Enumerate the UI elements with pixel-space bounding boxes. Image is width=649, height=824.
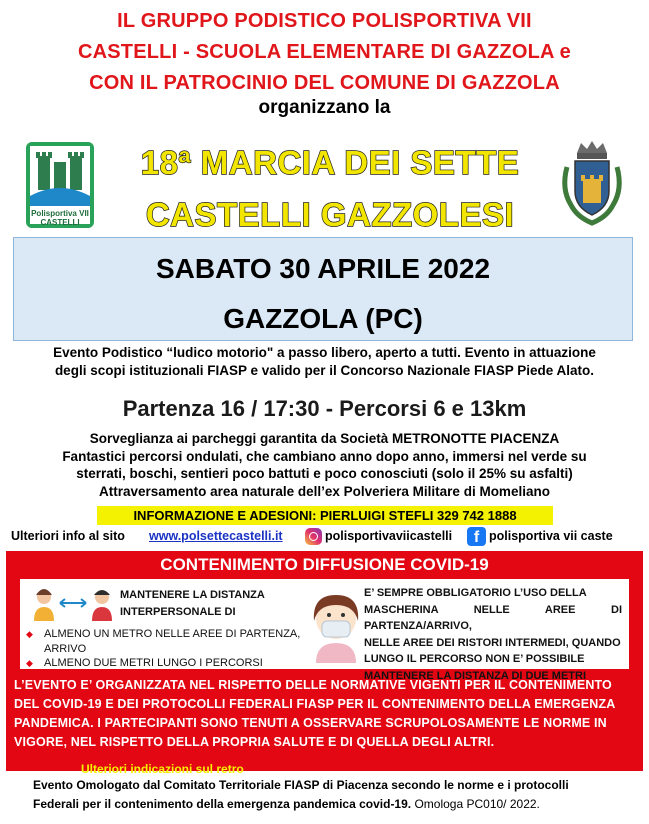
- footer-approval: [33, 776, 633, 814]
- footer-line-1: Evento Omologato dal Comitato Territoriale FIASP di Piacenza secondo le norme e i protocolli: [33, 778, 569, 792]
- details-line-4: Attraversamento area naturale dell’ex Polveriera Militare di Momeliano: [99, 483, 550, 499]
- event-details: [0, 430, 649, 500]
- distance-panel: [20, 579, 311, 669]
- footer-line-2: [33, 795, 633, 814]
- organizers-line-1: IL GRUPPO PODISTICO POLISPORTIVA VII: [117, 10, 532, 32]
- facebook-icon[interactable]: f: [467, 527, 486, 546]
- links-row: [0, 526, 649, 548]
- mask-person-icon: [308, 587, 364, 663]
- event-title-line-1: 18ª MARCIA DEI SETTE: [140, 144, 520, 181]
- covid-body-line-3: PANDEMICA. I PARTECIPANTI SONO TENUTI A OSSERVARE SCRUPOLOSAMENTE LE NORME IN: [14, 716, 607, 730]
- links-prefix: Ulteriori info al sito: [11, 529, 125, 543]
- instagram-handle[interactable]: polisportivaviicastelli: [325, 529, 453, 543]
- mask-line-1: E’ SEMPRE OBBLIGATORIO L’USO DELLA: [364, 587, 587, 599]
- mask-line-5: MANTENERE LA DISTANZA DI DUE METRI: [364, 669, 587, 682]
- footer-line-2-bold: Federali per il contenimento della emergenza pandemica covid-19.: [33, 797, 412, 811]
- mask-line-3: NELLE AREE DEI RISTORI INTERMEDI, QUANDO: [364, 636, 621, 649]
- details-line-1: Sorveglianza ai parcheggi garantita da Società METRONOTTE PIACENZA: [89, 431, 560, 446]
- organizers-header: [0, 6, 649, 99]
- event-title: [100, 137, 560, 241]
- distance-bullets: [26, 627, 300, 671]
- covid-section: [6, 551, 643, 776]
- covid-body-line-2: DEL COVID-19 E DEI PROTOCOLLI FEDERALI FIASP PER IL CONTENIMENTO DELLA EMERGENZA: [14, 697, 616, 711]
- polisportiva-logo: [24, 140, 96, 230]
- info-contact-bar: INFORMAZIONE E ADESIONI: PIERLUIGI STEFLI 329 742 1888: [97, 506, 553, 525]
- mask-line-4: LUNGO IL PERCORSO NON E’ POSSIBILE: [364, 653, 585, 665]
- footer-line-2-rest: Omologa PC010/ 2022.: [411, 797, 540, 811]
- covid-body-line-4: VIGORE, NEL RISPETTO DELLA PROPRIA SALUTE E DI QUELLA DEGLI ALTRI.: [14, 735, 495, 749]
- covid-body-line-1: L’EVENTO E’ ORGANIZZATA NEL RISPETTO DELLE NORMATIVE VIGENTI PER IL CONTENIMENTO: [14, 678, 612, 692]
- event-place: GAZZOLA (PC): [223, 303, 423, 334]
- bullet-two-meters: ◆ ALMENO DUE METRI LUNGO I PERCORSI: [26, 656, 300, 671]
- comune-crest-logo: [557, 139, 627, 229]
- start-time-routes: Partenza 16 / 17:30 - Percorsi 6 e 13km: [122, 396, 527, 421]
- website-link[interactable]: www.polsettecastelli.it: [149, 529, 283, 543]
- covid-title: CONTENIMENTO DIFFUSIONE COVID-19: [160, 555, 489, 574]
- facebook-page[interactable]: polisportiva vii caste: [489, 529, 613, 543]
- event-title-line-2: CASTELLI GAZZOLESI: [145, 196, 515, 233]
- mask-line-2: MASCHERINA NELLE AREE DI PARTENZA/ARRIVO,: [364, 603, 622, 632]
- intro-line-1: Evento Podistico “ludico motorio" a passo libero, aperto a tutti. Evento in attuazione: [53, 345, 596, 360]
- polisportiva-logo-text: Polisportiva VII CASTELLI: [31, 209, 89, 227]
- distance-line-1: MANTENERE LA DISTANZA: [120, 589, 265, 601]
- mask-text: [364, 585, 622, 684]
- intro-text: [6, 344, 643, 380]
- mask-panel: [304, 579, 629, 682]
- distance-line-2: INTERPERSONALE DI: [120, 606, 236, 618]
- details-line-2: Fantastici percorsi ondulati, che cambiano anno dopo anno, immersi nel verde su: [62, 448, 587, 464]
- distance-icon: [28, 583, 118, 623]
- organizers-line-2: CASTELLI - SCUOLA ELEMENTARE DI GAZZOLA e: [77, 41, 571, 63]
- bullet-one-meter: ◆ ALMENO UN METRO NELLE AREE DI PARTENZA, ARRIVO: [26, 627, 300, 656]
- instagram-icon[interactable]: [305, 528, 322, 545]
- distance-title: [120, 587, 265, 621]
- covid-body-text: [14, 676, 635, 752]
- date-place-box: [13, 237, 633, 341]
- retro-note: Ulteriori indicazioni sul retro: [81, 762, 244, 776]
- intro-line-2: degli scopi istituzionali FIASP e valido per il Concorso Nazionale FIASP Piede Alato.: [54, 363, 595, 378]
- event-date: SABATO 30 APRILE 2022: [155, 253, 491, 284]
- details-line-3: sterrati, boschi, sentieri poco battuti e poco conosciuti (solo il 25% su asfalti): [76, 466, 573, 481]
- organizers-line-3: CON IL PATROCINIO DEL COMUNE DI GAZZOLA: [89, 72, 560, 94]
- organizers-subtitle: organizzano la: [258, 97, 391, 118]
